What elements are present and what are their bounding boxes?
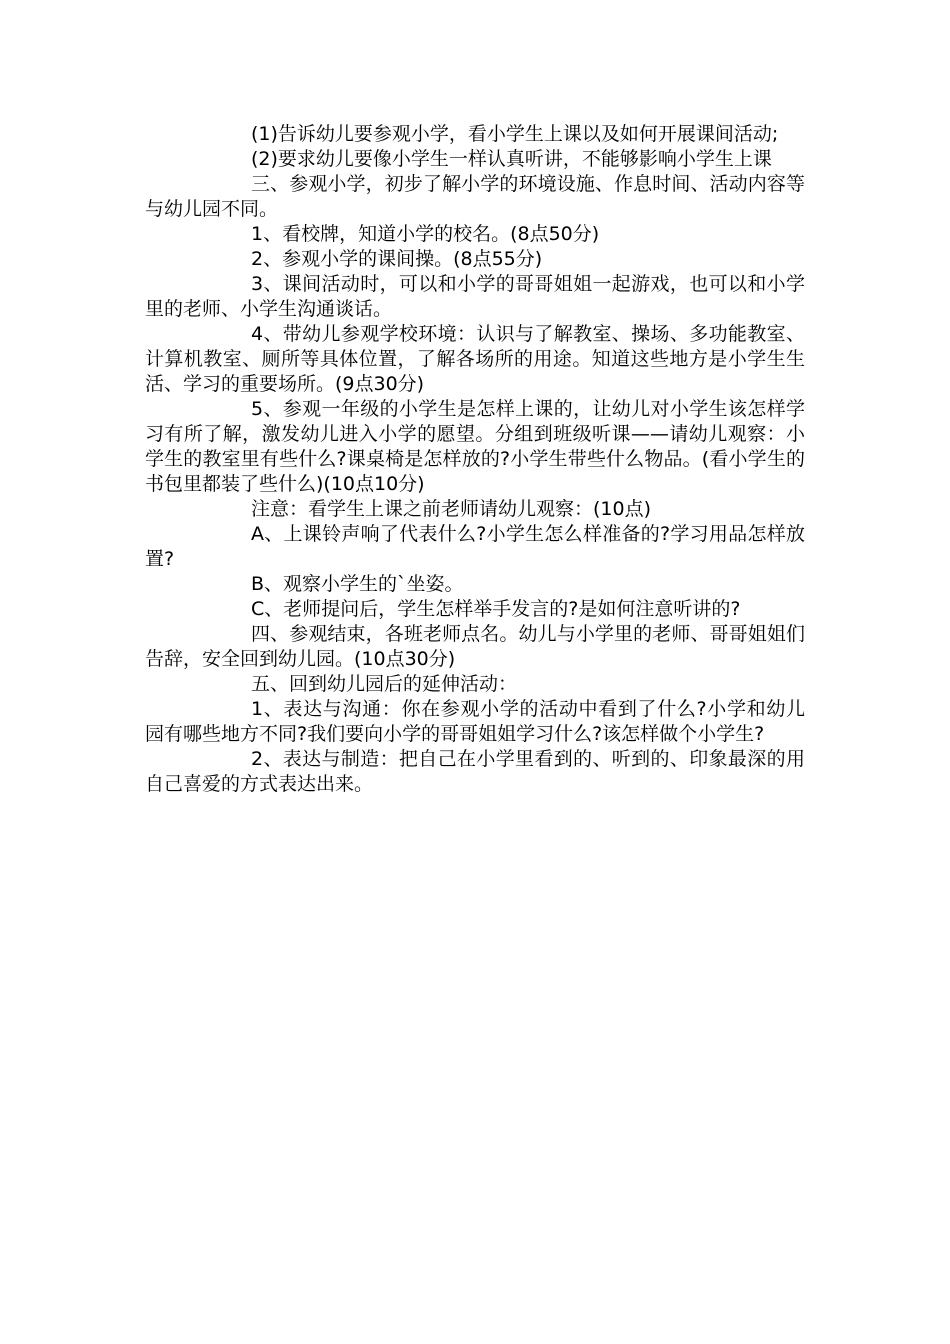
paragraph-6: 3、课间活动时，可以和小学的哥哥姐姐一起游戏，也可以和小学里的老师、小学生沟通谈话。: [145, 273, 805, 320]
paragraph-16: 2、表达与制造：把自己在小学里看到的、听到的、印象最深的用自己喜爱的方式表达出来。: [145, 748, 805, 795]
paragraph-10: A、上课铃声响了代表什么?小学生怎么样准备的?学习用品怎样放置?: [145, 523, 805, 570]
document-body: [145, 122, 805, 797]
paragraph-4: 1、看校牌，知道小学的校名。(8点50分): [251, 223, 600, 245]
paragraph-1: (1)告诉幼儿要参观小学，看小学生上课以及如何开展课间活动;: [251, 123, 779, 145]
paragraph-7: 4、带幼儿参观学校环境：认识与了解教室、操场、多功能教室、计算机教室、厕所等具体位置，了解各场所的用途。知道这些地方是小学生生活、学习的重要场所。(9点30分): [145, 323, 805, 395]
paragraph-5: 2、参观小学的课间操。(8点55分): [251, 248, 543, 270]
paragraph-13: 四、参观结束，各班老师点名。幼儿与小学里的老师、哥哥姐姐们告辞，安全回到幼儿园。(10点30分): [145, 623, 805, 670]
paragraph-14: 五、回到幼儿园后的延伸活动：: [251, 673, 518, 695]
paragraph-8: 5、参观一年级的小学生是怎样上课的，让幼儿对小学生该怎样学习有所了解，激发幼儿进入小学的愿望。分组到班级听课——请幼儿观察：小学生的教室里有些什么?课桌椅是怎样放的?小学生带些什么物品。(看小学生的书包里都装了些什么)(10点10分): [145, 398, 805, 495]
paragraph-2: (2)要求幼儿要像小学生一样认真听讲，不能够影响小学生上课: [251, 148, 772, 170]
paragraph-15: 1、表达与沟通：你在参观小学的活动中看到了什么?小学和幼儿园有哪些地方不同?我们要向小学的哥哥姐姐学习什么?该怎样做个小学生?: [145, 698, 805, 745]
paragraph-11: B、观察小学生的`坐姿。: [251, 573, 464, 595]
paragraph-12: C、老师提问后，学生怎样举手发言的?是如何注意听讲的?: [251, 598, 741, 620]
paragraph-3: 三、参观小学，初步了解小学的环境设施、作息时间、活动内容等与幼儿园不同。: [145, 173, 805, 220]
paragraph-9: 注意：看学生上课之前老师请幼儿观察：(10点): [251, 498, 652, 520]
